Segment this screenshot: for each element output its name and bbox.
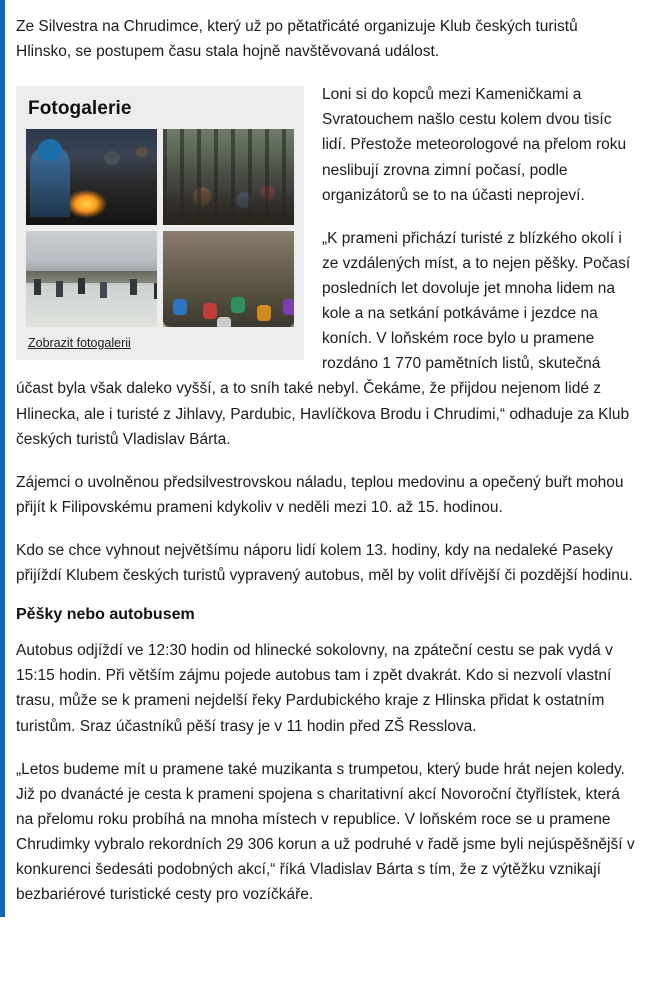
article-paragraph-5: Kdo se chce vyhnout největšímu náporu lidí kolem 13. hodiny, kdy na nedaleké Paseky přijíždí Klubem českých turistů vypravený autobus, měl by volit dřívější či pozdější hodinu. (16, 541, 633, 585)
photo-gallery-box (16, 86, 304, 360)
photo-branches-people[interactable] (163, 231, 294, 327)
photo-crowd-forest[interactable] (163, 129, 294, 225)
article-subheading: Pěšky nebo autobusem (16, 606, 195, 624)
article-paragraph-4: Zájemci o uvolněnou předsilvestrovskou náladu, teplou medovinu a opečený buřt mohou přijít k Filipovskému prameni kdykoliv v neděli mezi 10. až 15. hodinou. (16, 473, 624, 516)
article-paragraph-6: Autobus odjíždí ve 12:30 hodin od hlinecké sokolovny, na zpáteční cestu se pak vydá v 15:15 hodin. Při větším zájmu pojede autobus tam i zpět dvakrát. Kdo si nezvolí vlastní trasu, může se k prameni nejdelší řeky Pardubického kraje z Hlinska přidat k ostatním turistům. Sraz účastníků pěší trasy je v 11 hodin před ZŠ Resslova. (16, 642, 613, 735)
article-paragraph-3: „K prameni přichází turisté z blízkého okolí i ze vzdálených míst, a to nejen pěšky. Počasí posledních let dovoluje jet mnoha lidem na kole a na setkání potkáváme i jezdce na koních. V loňském roce bylo u pramene rozdáno 1 770 pamětních listů, skutečná účast byla však daleko vyšší, a to sníh také nebyl. Čekáme, že přijdou nejenom lidé z Hlinecka, ale i turisté z Jihlavy, Pardubic, Havlíčkova Brodu i Chrudimi,“ odhaduje za Klub českých turistů Vladislav Bárta. (16, 229, 631, 448)
photo-bonfire-night[interactable] (26, 129, 157, 225)
accent-left-rule (0, 0, 5, 917)
article-paragraph-intro: Ze Silvestra na Chrudimce, který už po pětatřicáté organizuje Klub českých turistů Hlinsko, se postupem času stala hojně navštěvovaná událost. (16, 18, 578, 61)
gallery-thumbnails (26, 129, 294, 327)
gallery-title: Fotogalerie (28, 98, 132, 120)
show-gallery-link[interactable]: Zobrazit fotogalerii (28, 336, 131, 351)
photo-winter-field-walkers[interactable] (26, 231, 157, 327)
article-paragraph-2: Loni si do kopců mezi Kameničkami a Svratouchem našlo cestu kolem dvou tisíc lidí. Přestože meteorologové na přelom roku neslibují zrovna zimní počasí, podle organizátorů se to na účasti neprojeví. (322, 86, 627, 204)
article-paragraph-7: „Letos budeme mít u pramene také muzikanta s trumpetou, který bude hrát nejen koledy. Již po dvanácté je cesta k prameni spojena s charitativní akcí Novoroční čtyřlístek, která na přelomu roku probíhá na mnoha místech v republice. V loňském roce se u pramene Chrudimky vybralo rekordních 29 306 korun a už podruhé v řadě jsme byli nejúspěšnější v konkurenci šedesáti podobných akcí,“ říká Vladislav Bárta s tím, že z výtěžku vznikají bezbariérové turistické cesty pro vozíčkáře. (16, 760, 635, 904)
